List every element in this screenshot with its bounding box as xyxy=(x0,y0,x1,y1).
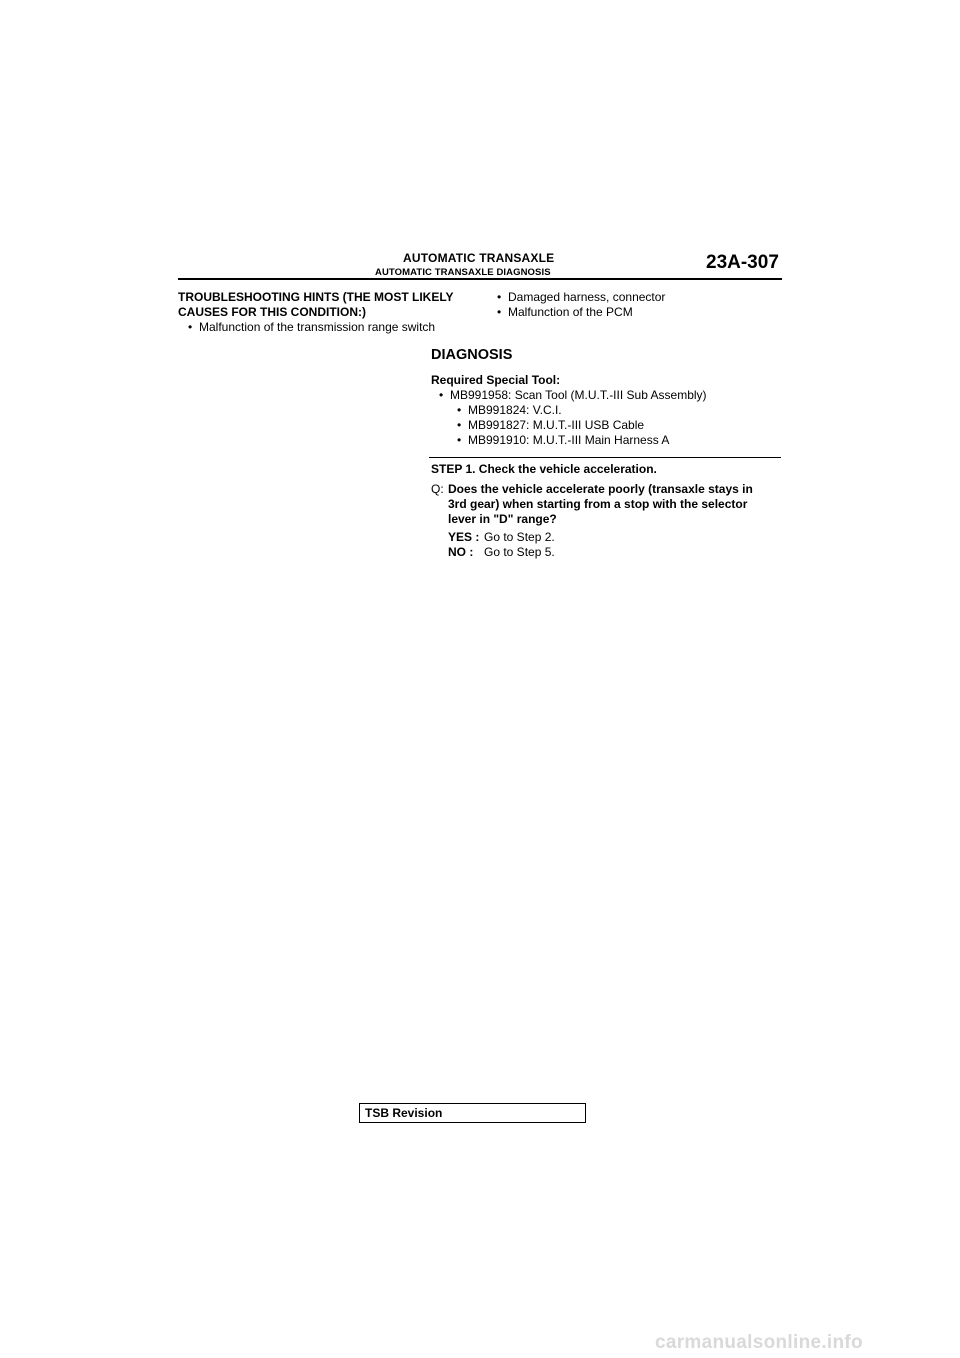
tool-item: • MB991958: Scan Tool (M.U.T.-III Sub Assembly) xyxy=(439,388,707,403)
question-label: Q: xyxy=(431,482,444,496)
tool-item: • MB991910: M.U.T.-III Main Harness A xyxy=(457,433,669,448)
tool-item: • MB991824: V.C.I. xyxy=(457,403,562,418)
hint-item: • Malfunction of the PCM xyxy=(497,305,633,320)
hint-item: • Damaged harness, connector xyxy=(497,290,665,305)
hints-heading-line2: CAUSES FOR THIS CONDITION:) xyxy=(178,305,366,319)
question-line: Does the vehicle accelerate poorly (transaxle stays in xyxy=(448,482,753,496)
yes-text: Go to Step 2. xyxy=(484,530,555,544)
no-text: Go to Step 5. xyxy=(484,545,555,559)
no-label: NO : xyxy=(448,545,474,559)
question-line: lever in "D" range? xyxy=(448,512,557,526)
header-rule xyxy=(178,278,782,280)
step-heading: STEP 1. Check the vehicle acceleration. xyxy=(431,462,657,476)
tsb-revision-label: TSB Revision xyxy=(365,1106,443,1120)
yes-label: YES : xyxy=(448,530,480,544)
footer-watermark: carmanualsonline.info xyxy=(655,1332,863,1353)
step-rule xyxy=(429,457,781,458)
special-tool-label: Required Special Tool: xyxy=(431,373,561,387)
section-title: AUTOMATIC TRANSAXLE xyxy=(403,251,555,265)
diagnosis-title: DIAGNOSIS xyxy=(431,347,513,363)
section-subtitle: AUTOMATIC TRANSAXLE DIAGNOSIS xyxy=(375,267,551,278)
question-line: 3rd gear) when starting from a stop with the selector xyxy=(448,497,748,511)
hints-heading-line1: TROUBLESHOOTING HINTS (THE MOST LIKELY xyxy=(178,290,454,304)
page-number: 23A-307 xyxy=(706,252,779,273)
tool-item: • MB991827: M.U.T.-III USB Cable xyxy=(457,418,644,433)
hint-item: • Malfunction of the transmission range switch xyxy=(188,320,435,335)
